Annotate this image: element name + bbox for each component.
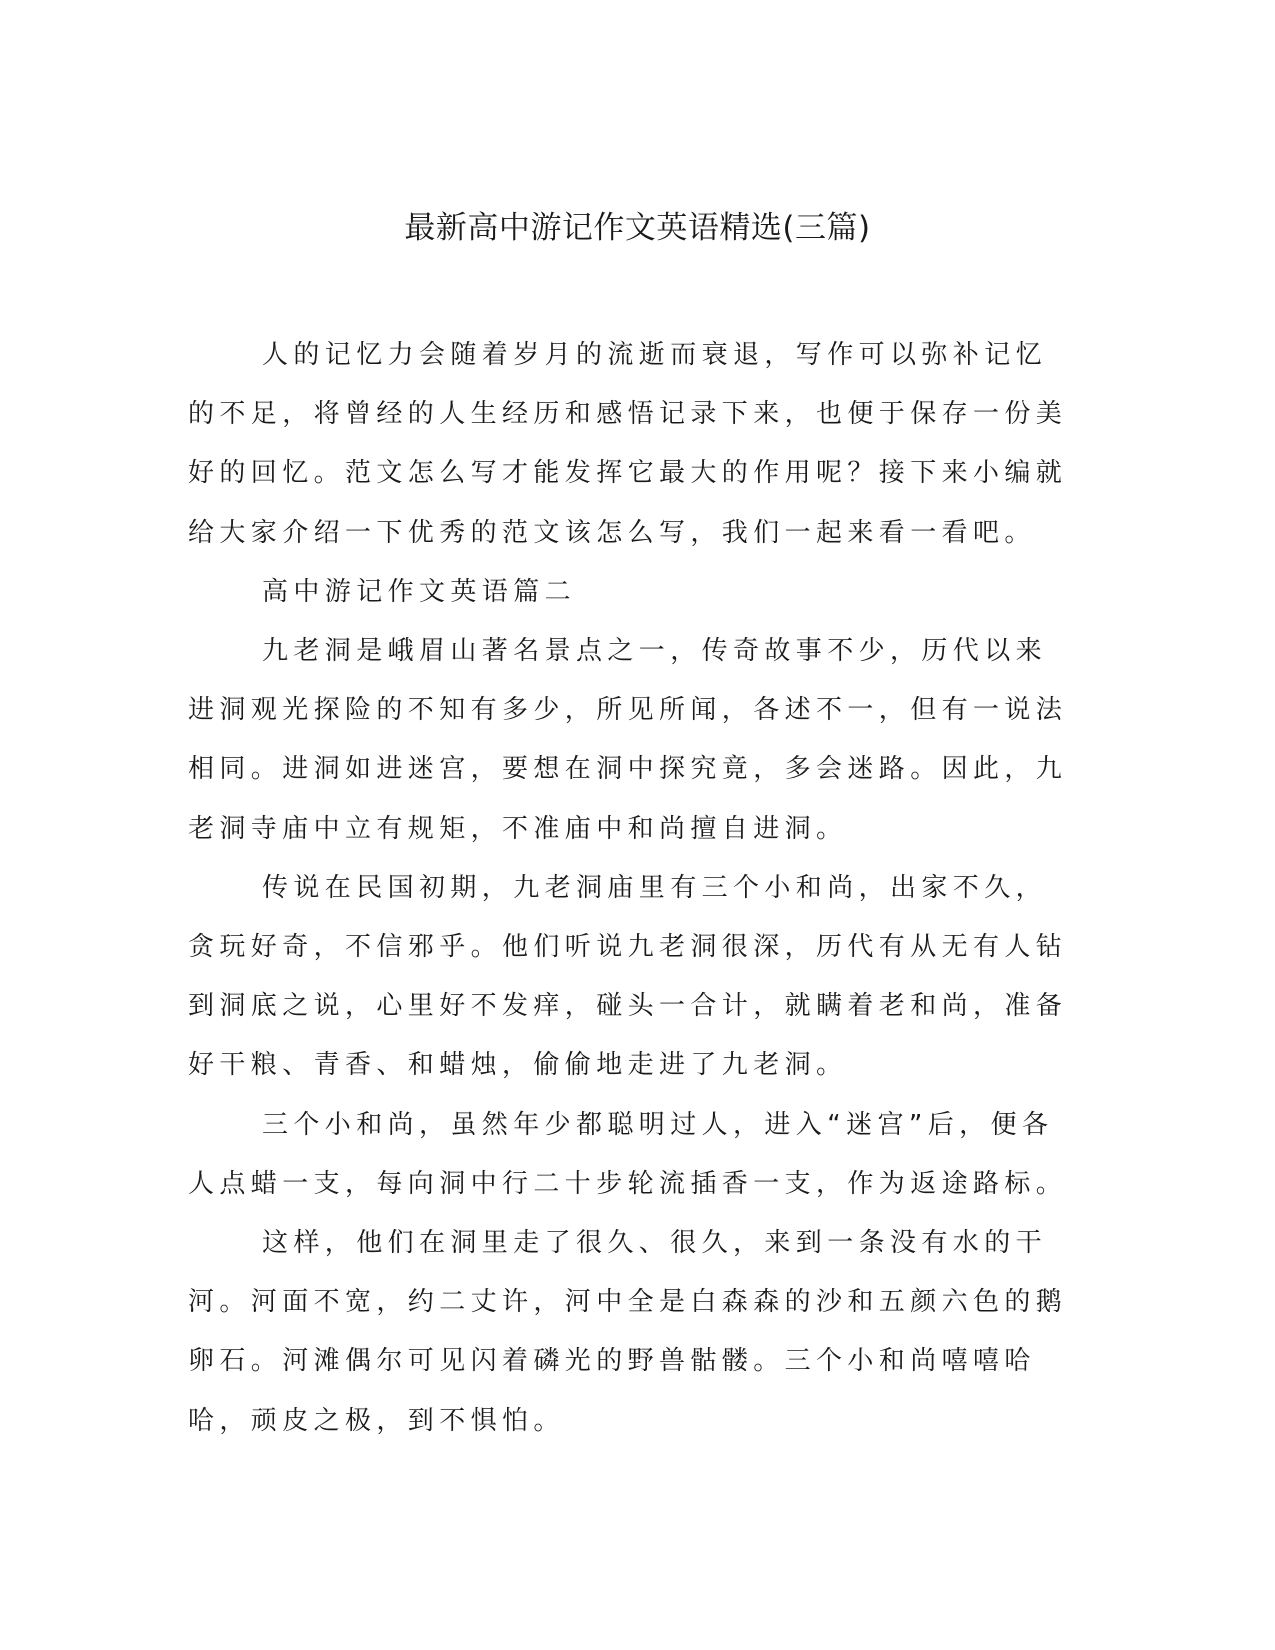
document-title: 最新高中游记作文英语精选(三篇): [404, 210, 871, 246]
document-body: [188, 326, 1076, 1451]
body-paragraph: 这样，他们在洞里走了很久、很久，来到一条没有水的干河。河面不宽，约二丈许，河中全是白森森的沙和五颜六色的鹅卵石。河滩偶尔可见闪着磷光的野兽骷髅。三个小和尚嘻嘻哈哈，顽皮之极，到不惧怕。: [188, 1228, 1068, 1436]
section-heading: 高中游记作文英语篇二: [262, 576, 577, 607]
body-paragraph: 传说在民国初期，九老洞庙里有三个小和尚，出家不久，贪玩好奇，不信邪乎。他们听说九老洞很深，历代有从无有人钻到洞底之说，心里好不发痒，碰头一合计，就瞒着老和尚，准备好干粮、青香、和蜡烛，偷偷地走进了九老洞。: [188, 872, 1068, 1081]
body-paragraph: 三个小和尚，虽然年少都聪明过人，进入“迷宫”后，便各人点蜡一支，每向洞中行二十步轮流插香一支，作为返途路标。: [188, 1109, 1068, 1199]
intro-paragraph: 人的记忆力会随着岁月的流逝而衰退，写作可以弥补记忆的不足，将曾经的人生经历和感悟记录下来，也便于保存一份美好的回忆。范文怎么写才能发挥它最大的作用呢？接下来小编就给大家介绍一下优秀的范文该怎么写，我们一起来看一看吧。: [188, 340, 1068, 548]
body-paragraph: 九老洞是峨眉山著名景点之一，传奇故事不少，历代以来进洞观光探险的不知有多少，所见所闻，各述不一，但有一说法相同。进洞如进迷宫，要想在洞中探究竟，多会迷路。因此，九老洞寺庙中立有规矩，不准庙中和尚擅自进洞。: [188, 636, 1068, 844]
